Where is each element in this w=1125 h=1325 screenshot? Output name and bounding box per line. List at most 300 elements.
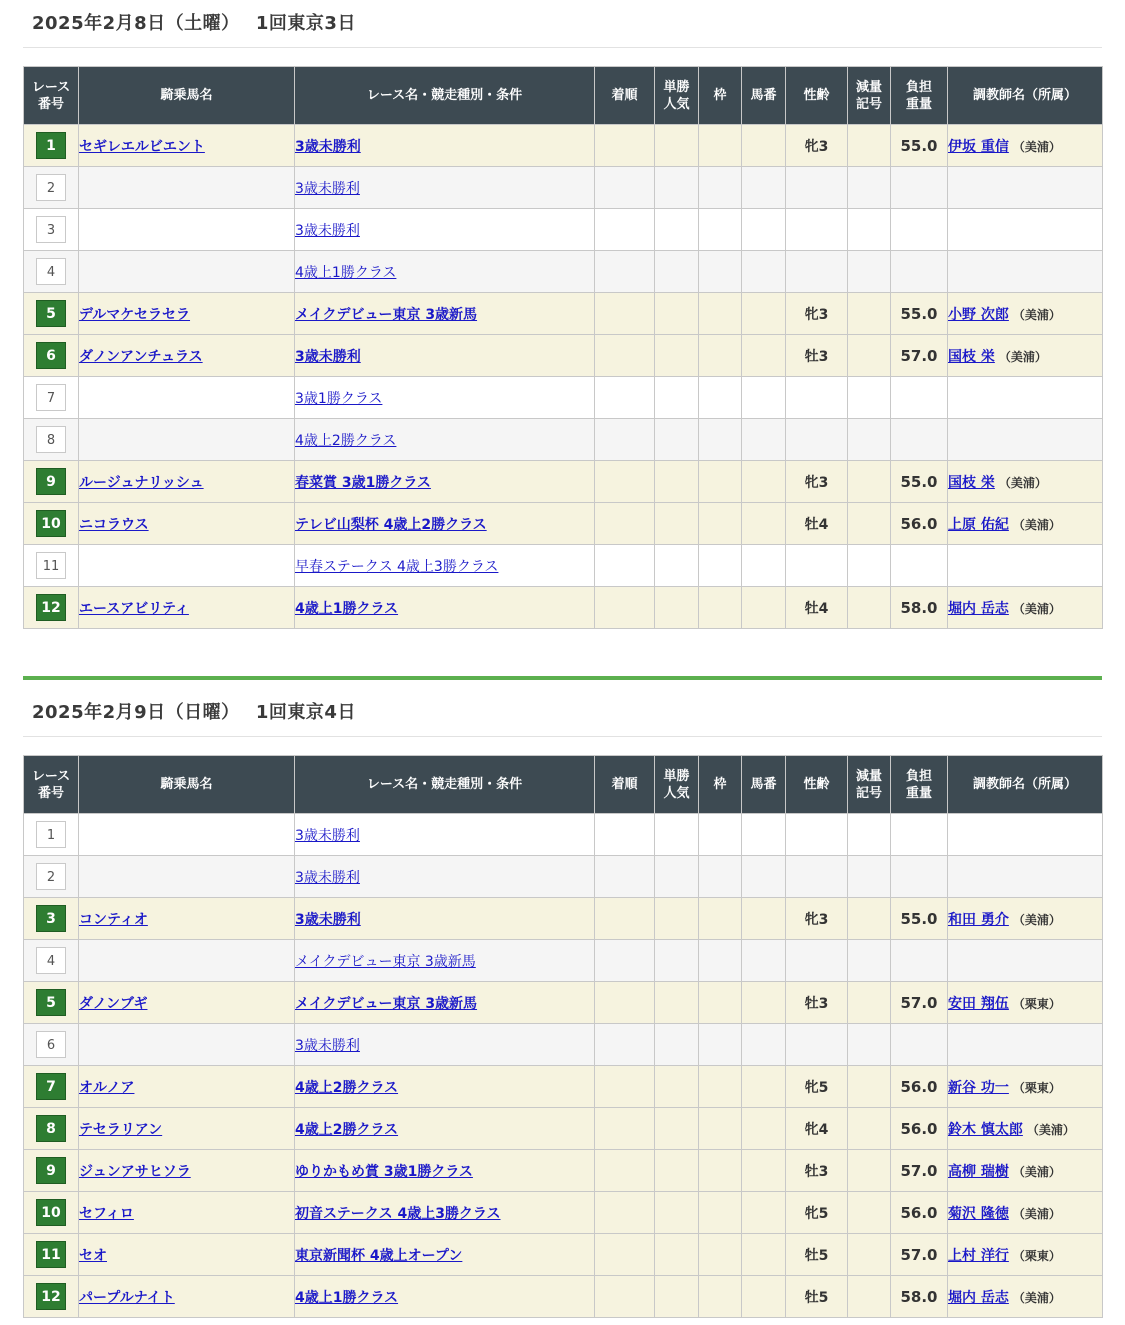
burden-weight-cell: 55.0	[891, 898, 948, 940]
frame-cell	[699, 209, 742, 251]
race-name-cell	[295, 167, 595, 209]
race-number-cell	[24, 1192, 79, 1234]
horse-name-link[interactable]: テセラリアン	[79, 1121, 163, 1138]
horse-name-link[interactable]: オルノア	[79, 1079, 135, 1096]
trainer-name-link[interactable]: 上村 洋行	[948, 1247, 1009, 1264]
trainer-name-link[interactable]: 新谷 功一	[948, 1079, 1009, 1096]
frame-cell	[699, 419, 742, 461]
horse-name-cell	[79, 814, 295, 856]
race-name-link[interactable]: 4歳上2勝クラス	[295, 1121, 399, 1138]
horse-name-cell	[79, 377, 295, 419]
burden-weight-cell	[891, 167, 948, 209]
popularity-cell	[655, 1108, 699, 1150]
table-row	[24, 814, 1103, 856]
burden-weight-cell	[891, 545, 948, 587]
trainer-cell	[948, 209, 1103, 251]
finish-header: 着順	[595, 67, 655, 125]
race-name-header: レース名・競走種別・条件	[295, 756, 595, 814]
race-name-link[interactable]: 春菜賞 3歳1勝クラス	[295, 474, 431, 491]
day-1-title-rule	[23, 47, 1102, 48]
burden-weight-cell	[891, 940, 948, 982]
trainer-name-link[interactable]: 堀内 岳志	[948, 1289, 1009, 1306]
horse-number-cell	[742, 293, 786, 335]
weight-reduction-cell	[848, 587, 891, 629]
weight-reduction-cell	[848, 1066, 891, 1108]
sex-age-cell: 牡5	[786, 1276, 848, 1318]
race-number-cell	[24, 335, 79, 377]
trainer-name-link[interactable]: 堀内 岳志	[948, 600, 1009, 617]
popularity-cell	[655, 167, 699, 209]
popularity-cell	[655, 1192, 699, 1234]
popularity-cell	[655, 125, 699, 167]
frame-header: 枠	[699, 67, 742, 125]
popularity-cell	[655, 503, 699, 545]
weight-reduction-cell	[848, 1234, 891, 1276]
trainer-affiliation: （美浦）	[1026, 1122, 1075, 1137]
race-name-link[interactable]: メイクデビュー東京 3歳新馬	[295, 953, 476, 970]
horse-number-cell	[742, 1276, 786, 1318]
weight-reduction-cell	[848, 982, 891, 1024]
trainer-cell	[948, 587, 1103, 629]
popularity-cell	[655, 1276, 699, 1318]
race-number-badge: 2	[36, 863, 66, 890]
race-number-cell	[24, 251, 79, 293]
popularity-cell	[655, 1066, 699, 1108]
trainer-affiliation: （栗東）	[1012, 1080, 1061, 1095]
weight-reduction-cell	[848, 419, 891, 461]
weight-reduction-cell	[848, 1024, 891, 1066]
day-2-race-table	[23, 755, 1103, 1318]
weight-reduction-cell	[848, 898, 891, 940]
race-number-cell	[24, 461, 79, 503]
horse-name-header: 騎乗馬名	[79, 756, 295, 814]
race-name-cell	[295, 982, 595, 1024]
race-number-badge: 3	[36, 905, 66, 932]
trainer-cell	[948, 335, 1103, 377]
race-number-header: レース 番号	[24, 756, 79, 814]
popularity-cell	[655, 587, 699, 629]
horse-number-header: 馬番	[742, 756, 786, 814]
trainer-name-link[interactable]: 上原 佑紀	[948, 516, 1009, 533]
race-number-badge: 7	[36, 1073, 66, 1100]
finish-cell	[595, 377, 655, 419]
race-number-cell	[24, 940, 79, 982]
horse-name-cell	[79, 125, 295, 167]
race-number-cell	[24, 1150, 79, 1192]
race-name-cell	[295, 1276, 595, 1318]
sex-age-cell	[786, 377, 848, 419]
race-name-link[interactable]: 3歳1勝クラス	[295, 390, 383, 407]
race-name-cell	[295, 1234, 595, 1276]
trainer-affiliation: （美浦）	[1012, 1290, 1061, 1305]
day-2-title: 2025年2月9日（日曜） 1回東京4日	[32, 702, 356, 723]
race-number-cell	[24, 545, 79, 587]
race-name-cell	[295, 814, 595, 856]
trainer-name-link[interactable]: 菊沢 隆徳	[948, 1205, 1009, 1222]
race-name-link[interactable]: 4歳上1勝クラス	[295, 600, 399, 617]
frame-cell	[699, 125, 742, 167]
sex-age-cell: 牝3	[786, 898, 848, 940]
popularity-cell	[655, 335, 699, 377]
race-number-cell	[24, 1234, 79, 1276]
trainer-cell	[948, 940, 1103, 982]
table-row	[24, 293, 1103, 335]
sex-age-cell: 牝3	[786, 293, 848, 335]
trainer-name-link[interactable]: 国枝 栄	[948, 348, 995, 365]
race-number-badge: 4	[36, 947, 66, 974]
finish-cell	[595, 167, 655, 209]
race-number-cell	[24, 814, 79, 856]
race-number-badge: 7	[36, 384, 66, 411]
finish-cell	[595, 461, 655, 503]
weight-reduction-cell	[848, 1108, 891, 1150]
burden-weight-cell	[891, 1024, 948, 1066]
horse-number-cell	[742, 377, 786, 419]
horse-name-link[interactable]: エースアビリティ	[79, 600, 189, 617]
horse-number-cell	[742, 587, 786, 629]
table-row	[24, 1192, 1103, 1234]
horse-name-cell	[79, 898, 295, 940]
race-number-cell	[24, 419, 79, 461]
burden-weight-cell	[891, 856, 948, 898]
popularity-cell	[655, 209, 699, 251]
finish-cell	[595, 940, 655, 982]
trainer-name-link[interactable]: 高柳 瑞樹	[948, 1163, 1009, 1180]
popularity-cell	[655, 419, 699, 461]
horse-name-cell	[79, 1276, 295, 1318]
weight-reduction-cell	[848, 167, 891, 209]
burden-weight-cell: 56.0	[891, 1066, 948, 1108]
trainer-name-link[interactable]: 安田 翔伍	[948, 995, 1009, 1012]
race-number-badge: 9	[36, 1157, 66, 1184]
sex-age-cell: 牡4	[786, 587, 848, 629]
frame-cell	[699, 545, 742, 587]
burden-weight-cell: 57.0	[891, 1234, 948, 1276]
horse-name-cell	[79, 856, 295, 898]
race-number-badge: 9	[36, 468, 66, 495]
weight-reduction-cell	[848, 1276, 891, 1318]
finish-cell	[595, 1108, 655, 1150]
finish-cell	[595, 545, 655, 587]
trainer-name-link[interactable]: 和田 勇介	[948, 911, 1009, 928]
horse-number-cell	[742, 251, 786, 293]
frame-cell	[699, 1276, 742, 1318]
race-number-badge: 1	[36, 132, 66, 159]
weight-reduction-cell	[848, 209, 891, 251]
frame-cell	[699, 982, 742, 1024]
horse-name-link[interactable]: コンティオ	[79, 911, 148, 928]
race-name-header: レース名・競走種別・条件	[295, 67, 595, 125]
trainer-name-link[interactable]: 鈴木 慎太郎	[948, 1121, 1023, 1138]
race-name-link[interactable]: 4歳上1勝クラス	[295, 264, 397, 281]
trainer-affiliation: （栗東）	[1012, 996, 1061, 1011]
finish-cell	[595, 982, 655, 1024]
trainer-cell	[948, 1150, 1103, 1192]
sex-age-cell: 牝3	[786, 125, 848, 167]
day-2-title-rule	[23, 736, 1102, 737]
race-number-header: レース 番号	[24, 67, 79, 125]
burden-weight-cell: 55.0	[891, 293, 948, 335]
frame-cell	[699, 503, 742, 545]
race-number-badge: 10	[36, 1199, 66, 1226]
trainer-affiliation: （美浦）	[1012, 307, 1061, 322]
race-name-link[interactable]: 3歳未勝利	[295, 180, 360, 197]
race-name-cell	[295, 461, 595, 503]
table-row	[24, 587, 1103, 629]
trainer-cell	[948, 167, 1103, 209]
trainer-affiliation: （美浦）	[1012, 139, 1061, 154]
horse-number-cell	[742, 898, 786, 940]
trainer-name-link[interactable]: 小野 次郎	[948, 306, 1009, 323]
race-number-badge: 10	[36, 510, 66, 537]
trainer-affiliation: （栗東）	[1012, 1248, 1061, 1263]
burden-weight-cell: 58.0	[891, 1276, 948, 1318]
race-number-cell	[24, 587, 79, 629]
horse-number-cell	[742, 982, 786, 1024]
burden-weight-cell	[891, 377, 948, 419]
race-name-link[interactable]: 4歳上2勝クラス	[295, 1079, 399, 1096]
finish-cell	[595, 1150, 655, 1192]
horse-number-cell	[742, 940, 786, 982]
race-name-cell	[295, 545, 595, 587]
race-name-link[interactable]: 3歳未勝利	[295, 827, 360, 844]
trainer-affiliation: （美浦）	[1012, 1206, 1061, 1221]
race-name-cell	[295, 503, 595, 545]
horse-number-cell	[742, 1150, 786, 1192]
trainer-cell	[948, 898, 1103, 940]
weight-reduction-cell	[848, 377, 891, 419]
frame-cell	[699, 1108, 742, 1150]
horse-name-cell	[79, 982, 295, 1024]
popularity-cell	[655, 898, 699, 940]
finish-cell	[595, 1192, 655, 1234]
race-name-link[interactable]: 3歳未勝利	[295, 138, 361, 155]
horse-name-cell	[79, 1066, 295, 1108]
race-number-cell	[24, 1024, 79, 1066]
popularity-cell	[655, 293, 699, 335]
weight-reduction-cell	[848, 1150, 891, 1192]
finish-cell	[595, 209, 655, 251]
sex-age-cell	[786, 1024, 848, 1066]
race-number-cell	[24, 898, 79, 940]
horse-number-cell	[742, 856, 786, 898]
trainer-cell	[948, 461, 1103, 503]
horse-number-cell	[742, 335, 786, 377]
popularity-header: 単勝 人気	[655, 67, 699, 125]
race-name-link[interactable]: 4歳上1勝クラス	[295, 1289, 399, 1306]
table-row	[24, 167, 1103, 209]
table-row	[24, 545, 1103, 587]
sex-age-cell: 牝5	[786, 1066, 848, 1108]
race-name-link[interactable]: 4歳上2勝クラス	[295, 432, 397, 449]
trainer-affiliation: （美浦）	[1012, 517, 1061, 532]
horse-number-cell	[742, 209, 786, 251]
sex-age-cell: 牝4	[786, 1108, 848, 1150]
race-name-link[interactable]: テレビ山梨杯 4歳上2勝クラス	[295, 516, 487, 533]
horse-number-cell	[742, 1192, 786, 1234]
race-name-link[interactable]: ゆりかもめ賞 3歳1勝クラス	[295, 1163, 473, 1180]
race-number-cell	[24, 982, 79, 1024]
race-name-link[interactable]: 初音ステークス 4歳上3勝クラス	[295, 1205, 501, 1222]
finish-cell	[595, 251, 655, 293]
horse-number-cell	[742, 1108, 786, 1150]
frame-cell	[699, 1234, 742, 1276]
weight-reduction-cell	[848, 503, 891, 545]
trainer-affiliation: （美浦）	[998, 349, 1047, 364]
trainer-name-link[interactable]: 伊坂 重信	[948, 138, 1009, 155]
finish-cell	[595, 898, 655, 940]
race-number-cell	[24, 167, 79, 209]
race-number-badge: 5	[36, 300, 66, 327]
finish-cell	[595, 1066, 655, 1108]
race-name-cell	[295, 125, 595, 167]
popularity-cell	[655, 982, 699, 1024]
popularity-cell	[655, 1024, 699, 1066]
horse-name-cell	[79, 1108, 295, 1150]
frame-header: 枠	[699, 756, 742, 814]
horse-number-cell	[742, 461, 786, 503]
trainer-cell	[948, 125, 1103, 167]
table-row	[24, 1066, 1103, 1108]
horse-number-cell	[742, 125, 786, 167]
horse-name-cell	[79, 1234, 295, 1276]
race-name-link[interactable]: 早春ステークス 4歳上3勝クラス	[295, 558, 499, 575]
trainer-cell	[948, 814, 1103, 856]
race-name-link[interactable]: メイクデビュー東京 3歳新馬	[295, 306, 478, 323]
weight-reduction-cell	[848, 814, 891, 856]
trainer-cell	[948, 503, 1103, 545]
frame-cell	[699, 814, 742, 856]
table-row	[24, 251, 1103, 293]
horse-name-link[interactable]: ジュンアサヒソラ	[79, 1163, 191, 1180]
horse-name-cell	[79, 419, 295, 461]
table-header	[24, 67, 1103, 125]
weight-reduction-cell	[848, 856, 891, 898]
burden-weight-header: 負担 重量	[891, 67, 948, 125]
finish-cell	[595, 1276, 655, 1318]
horse-name-link[interactable]: デルマケセラセラ	[79, 306, 191, 323]
horse-name-cell	[79, 1150, 295, 1192]
frame-cell	[699, 1192, 742, 1234]
finish-cell	[595, 419, 655, 461]
race-number-badge: 11	[36, 1241, 66, 1268]
horse-number-cell	[742, 503, 786, 545]
horse-name-cell	[79, 251, 295, 293]
race-number-cell	[24, 377, 79, 419]
sex-age-cell	[786, 814, 848, 856]
race-name-link[interactable]: メイクデビュー東京 3歳新馬	[295, 995, 478, 1012]
trainer-name-link[interactable]: 国枝 栄	[948, 474, 995, 491]
horse-name-link[interactable]: セギレエルビエント	[79, 138, 205, 155]
table-row	[24, 1024, 1103, 1066]
race-name-cell	[295, 251, 595, 293]
table-row	[24, 1234, 1103, 1276]
horse-name-header: 騎乗馬名	[79, 67, 295, 125]
horse-name-link[interactable]: セフィロ	[79, 1205, 134, 1222]
popularity-cell	[655, 461, 699, 503]
burden-weight-cell: 56.0	[891, 503, 948, 545]
burden-weight-cell	[891, 209, 948, 251]
horse-name-link[interactable]: ニコラウス	[79, 516, 149, 533]
horse-name-link[interactable]: ダノンブギ	[79, 995, 148, 1012]
horse-name-link[interactable]: セオ	[79, 1247, 107, 1264]
race-number-cell	[24, 1066, 79, 1108]
race-name-cell	[295, 1150, 595, 1192]
race-name-link[interactable]: 3歳未勝利	[295, 348, 361, 365]
horse-number-cell	[742, 167, 786, 209]
sex-age-cell: 牡5	[786, 1234, 848, 1276]
horse-name-cell	[79, 503, 295, 545]
burden-weight-cell: 57.0	[891, 1150, 948, 1192]
sex-age-cell: 牡4	[786, 503, 848, 545]
finish-cell	[595, 1234, 655, 1276]
burden-weight-cell: 57.0	[891, 335, 948, 377]
trainer-cell	[948, 545, 1103, 587]
race-number-cell	[24, 856, 79, 898]
race-name-link[interactable]: 3歳未勝利	[295, 222, 360, 239]
frame-cell	[699, 1024, 742, 1066]
race-name-link[interactable]: 3歳未勝利	[295, 869, 360, 886]
table-row	[24, 940, 1103, 982]
frame-cell	[699, 251, 742, 293]
table-row	[24, 209, 1103, 251]
horse-name-cell	[79, 940, 295, 982]
race-number-cell	[24, 1108, 79, 1150]
day-1-race-table	[23, 66, 1103, 629]
frame-cell	[699, 940, 742, 982]
popularity-cell	[655, 814, 699, 856]
horse-name-link[interactable]: ダノンアンチュラス	[79, 348, 203, 365]
sex-age-cell	[786, 209, 848, 251]
frame-cell	[699, 377, 742, 419]
finish-cell	[595, 814, 655, 856]
horse-number-header: 馬番	[742, 67, 786, 125]
weight-reduction-header: 減量 記号	[848, 67, 891, 125]
frame-cell	[699, 335, 742, 377]
weight-reduction-cell	[848, 940, 891, 982]
burden-weight-cell	[891, 419, 948, 461]
horse-name-link[interactable]: ルージュナリッシュ	[79, 474, 204, 491]
frame-cell	[699, 856, 742, 898]
weight-reduction-cell	[848, 125, 891, 167]
trainer-affiliation: （美浦）	[1012, 1164, 1061, 1179]
race-name-link[interactable]: 3歳未勝利	[295, 1037, 360, 1054]
finish-cell	[595, 293, 655, 335]
frame-cell	[699, 587, 742, 629]
trainer-affiliation: （美浦）	[1012, 601, 1061, 616]
popularity-cell	[655, 1234, 699, 1276]
race-name-link[interactable]: 東京新聞杯 4歳上オープン	[295, 1247, 463, 1264]
finish-cell	[595, 335, 655, 377]
race-name-cell	[295, 1066, 595, 1108]
frame-cell	[699, 167, 742, 209]
race-name-cell	[295, 419, 595, 461]
table-row	[24, 1108, 1103, 1150]
trainer-cell	[948, 1234, 1103, 1276]
horse-name-link[interactable]: パープルナイト	[79, 1289, 175, 1306]
sex-age-cell: 牡3	[786, 982, 848, 1024]
race-number-badge: 12	[36, 594, 66, 621]
table-row	[24, 419, 1103, 461]
race-number-cell	[24, 1276, 79, 1318]
sex-age-cell	[786, 940, 848, 982]
race-name-link[interactable]: 3歳未勝利	[295, 911, 361, 928]
weight-reduction-cell	[848, 461, 891, 503]
weight-reduction-cell	[848, 1192, 891, 1234]
frame-cell	[699, 898, 742, 940]
table-row	[24, 982, 1103, 1024]
horse-number-cell	[742, 814, 786, 856]
